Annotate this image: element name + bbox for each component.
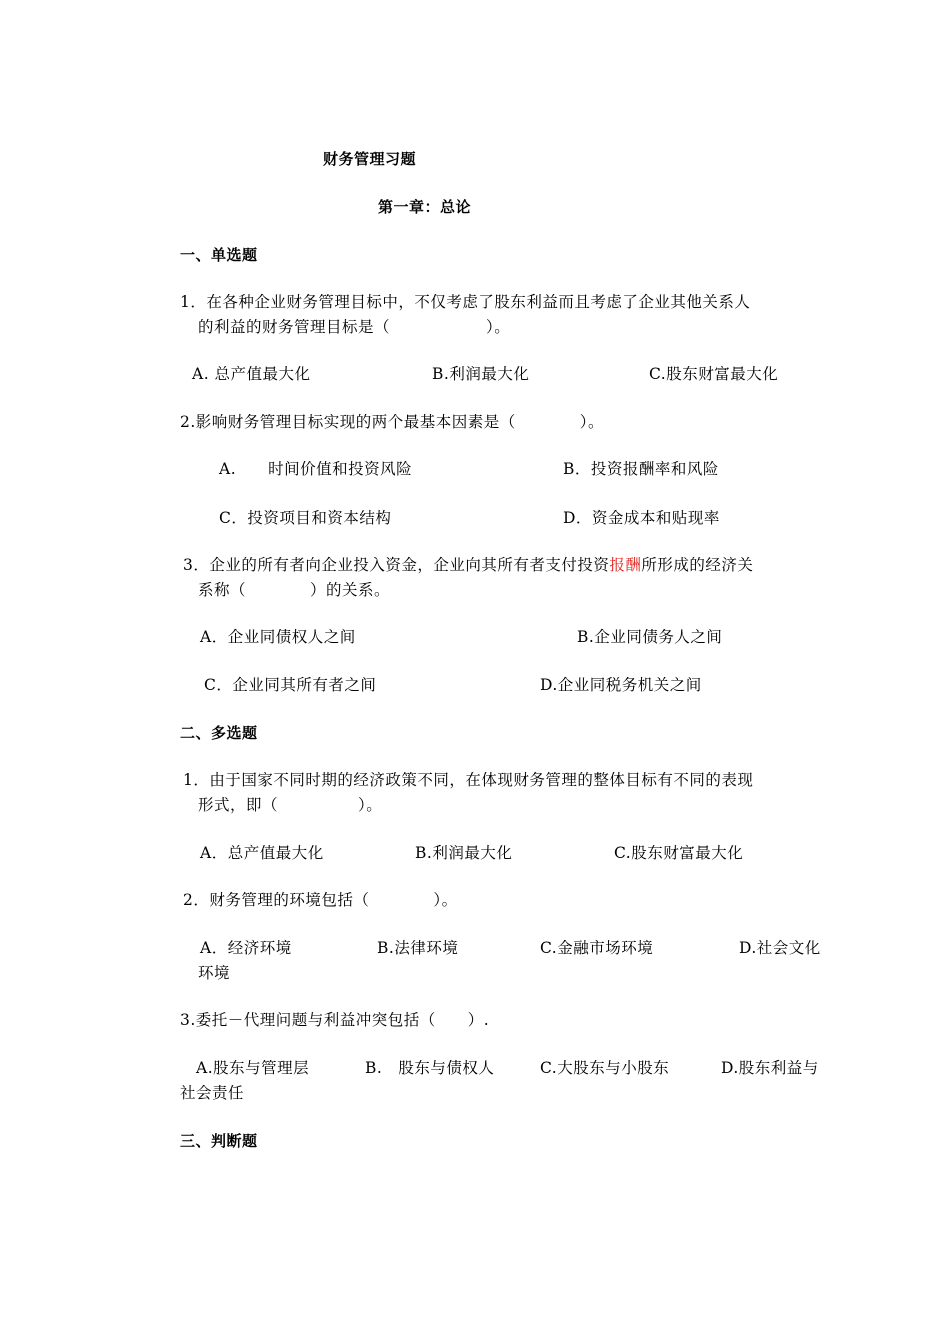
question-text: 3.委托－代理问题与利益冲突包括（ ）. xyxy=(180,1011,490,1029)
option-d: D.企业同税务机关之间 xyxy=(540,676,702,694)
question-text: 形式，即（ ）。 xyxy=(198,796,383,814)
option-c: C．企业同其所有者之间 xyxy=(204,676,377,694)
question-text-part: 所形成的经济关 xyxy=(641,556,754,574)
section-heading-single-choice: 一、单选题 xyxy=(180,246,258,264)
question-text: 2．财务管理的环境包括（ ）。 xyxy=(183,891,458,909)
question-text: 的利益的财务管理目标是（ ）。 xyxy=(198,318,511,336)
option-b: B.利润最大化 xyxy=(432,365,530,383)
option-a: A．企业同债权人之间 xyxy=(200,628,356,646)
highlighted-word: 报酬 xyxy=(609,556,642,574)
option-wrap-text: 环境 xyxy=(198,964,231,982)
option-b: B.利润最大化 xyxy=(415,844,513,862)
chapter-heading: 第一章：总论 xyxy=(378,198,472,216)
option-d: D.股东利益与 xyxy=(721,1059,819,1077)
option-a: A. 时间价值和投资风险 xyxy=(219,460,413,478)
option-a: A．经济环境 xyxy=(200,939,292,957)
option-c: C.股东财富最大化 xyxy=(614,844,744,862)
option-d: D.社会文化 xyxy=(739,939,821,957)
question-text: 系称（ ）的关系。 xyxy=(198,581,391,599)
option-a: A. 总产值最大化 xyxy=(192,365,311,383)
option-wrap-text: 社会责任 xyxy=(180,1084,245,1102)
question-text: 2.影响财务管理目标实现的两个最基本因素是（ ）。 xyxy=(180,413,605,431)
option-b: B.法律环境 xyxy=(377,939,459,957)
option-c: C．投资项目和资本结构 xyxy=(219,509,392,527)
question-text xyxy=(183,553,753,577)
option-d: D．资金成本和贴现率 xyxy=(563,509,720,527)
option-c: C.金融市场环境 xyxy=(540,939,654,957)
question-text-part: 3．企业的所有者向企业投入资金，企业向其所有者支付投资 xyxy=(183,556,610,574)
option-a: A．总产值最大化 xyxy=(200,844,324,862)
option-a: A.股东与管理层 xyxy=(196,1059,310,1077)
question-text: 1．在各种企业财务管理目标中，不仅考虑了股东利益而且考虑了企业其他关系人 xyxy=(180,293,751,311)
question-text: 1．由于国家不同时期的经济政策不同，在体现财务管理的整体目标有不同的表现 xyxy=(183,771,754,789)
section-heading-multiple-choice: 二、多选题 xyxy=(180,724,258,742)
option-c: C.股东财富最大化 xyxy=(649,365,779,383)
option-b: B. 股东与债权人 xyxy=(365,1059,495,1077)
option-c: C.大股东与小股东 xyxy=(540,1059,670,1077)
option-b: B．投资报酬率和风险 xyxy=(563,460,719,478)
document-title: 财务管理习题 xyxy=(323,150,417,168)
section-heading-true-false: 三、判断题 xyxy=(180,1132,258,1150)
option-b: B.企业同债务人之间 xyxy=(577,628,723,646)
